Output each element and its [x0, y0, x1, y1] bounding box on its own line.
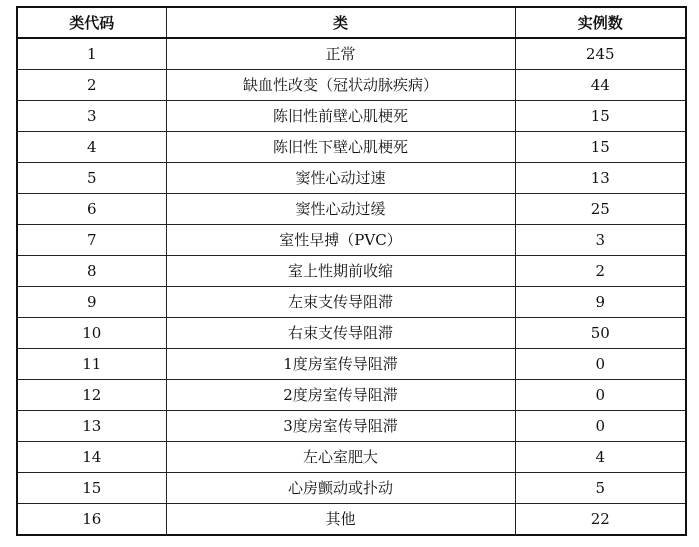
cell-instance-count: 15: [515, 101, 686, 132]
cell-class-code: 5: [17, 163, 166, 194]
cell-class-code: 1: [17, 38, 166, 70]
cell-class-name: 3度房室传导阻滞: [166, 411, 515, 442]
table-row: [17, 318, 686, 349]
table-row: [17, 70, 686, 101]
table-header: [17, 7, 686, 38]
cell-class-name: 右束支传导阻滞: [166, 318, 515, 349]
cell-class-name: 室上性期前收缩: [166, 256, 515, 287]
table-body: [17, 38, 686, 535]
cell-class-code: 3: [17, 101, 166, 132]
cell-class-code: 2: [17, 70, 166, 101]
cell-instance-count: 44: [515, 70, 686, 101]
cell-instance-count: 0: [515, 349, 686, 380]
cell-class-name: 陈旧性下壁心肌梗死: [166, 132, 515, 163]
cell-class-code: 11: [17, 349, 166, 380]
table-row: [17, 163, 686, 194]
table-row: [17, 256, 686, 287]
cell-class-code: 6: [17, 194, 166, 225]
cell-class-name: 左心室肥大: [166, 442, 515, 473]
cell-class-code: 7: [17, 225, 166, 256]
cell-class-name: 左束支传导阻滞: [166, 287, 515, 318]
cell-instance-count: 22: [515, 504, 686, 536]
cell-instance-count: 2: [515, 256, 686, 287]
header-row: [17, 7, 686, 38]
cell-instance-count: 13: [515, 163, 686, 194]
class-instance-table: [16, 6, 687, 536]
header-instance-count: 实例数: [515, 7, 686, 38]
cell-class-name: 窦性心动过缓: [166, 194, 515, 225]
table-row: [17, 225, 686, 256]
table-row: [17, 38, 686, 70]
cell-class-code: 12: [17, 380, 166, 411]
cell-class-name: 陈旧性前壁心肌梗死: [166, 101, 515, 132]
table-row: [17, 380, 686, 411]
cell-class-name: 缺血性改变（冠状动脉疾病）: [166, 70, 515, 101]
cell-instance-count: 5: [515, 473, 686, 504]
header-class-code: 类代码: [17, 7, 166, 38]
cell-instance-count: 4: [515, 442, 686, 473]
table-row: [17, 287, 686, 318]
cell-instance-count: 0: [515, 380, 686, 411]
cell-class-name: 正常: [166, 38, 515, 70]
data-table-container: [16, 6, 685, 536]
cell-class-name: 室性早搏（PVC）: [166, 225, 515, 256]
table-row: [17, 349, 686, 380]
cell-instance-count: 25: [515, 194, 686, 225]
cell-class-code: 16: [17, 504, 166, 536]
table-row: [17, 442, 686, 473]
cell-instance-count: 3: [515, 225, 686, 256]
cell-class-code: 15: [17, 473, 166, 504]
table-row: [17, 473, 686, 504]
cell-class-code: 10: [17, 318, 166, 349]
table-row: [17, 194, 686, 225]
cell-class-code: 4: [17, 132, 166, 163]
cell-class-code: 9: [17, 287, 166, 318]
cell-class-name: 2度房室传导阻滞: [166, 380, 515, 411]
cell-instance-count: 245: [515, 38, 686, 70]
cell-class-name: 其他: [166, 504, 515, 536]
cell-instance-count: 9: [515, 287, 686, 318]
cell-class-name: 心房颤动或扑动: [166, 473, 515, 504]
header-class: 类: [166, 7, 515, 38]
cell-class-code: 14: [17, 442, 166, 473]
cell-class-code: 13: [17, 411, 166, 442]
table-row: [17, 132, 686, 163]
cell-class-code: 8: [17, 256, 166, 287]
table-row: [17, 504, 686, 536]
cell-class-name: 1度房室传导阻滞: [166, 349, 515, 380]
cell-instance-count: 0: [515, 411, 686, 442]
cell-instance-count: 50: [515, 318, 686, 349]
cell-instance-count: 15: [515, 132, 686, 163]
table-row: [17, 101, 686, 132]
cell-class-name: 窦性心动过速: [166, 163, 515, 194]
table-row: [17, 411, 686, 442]
